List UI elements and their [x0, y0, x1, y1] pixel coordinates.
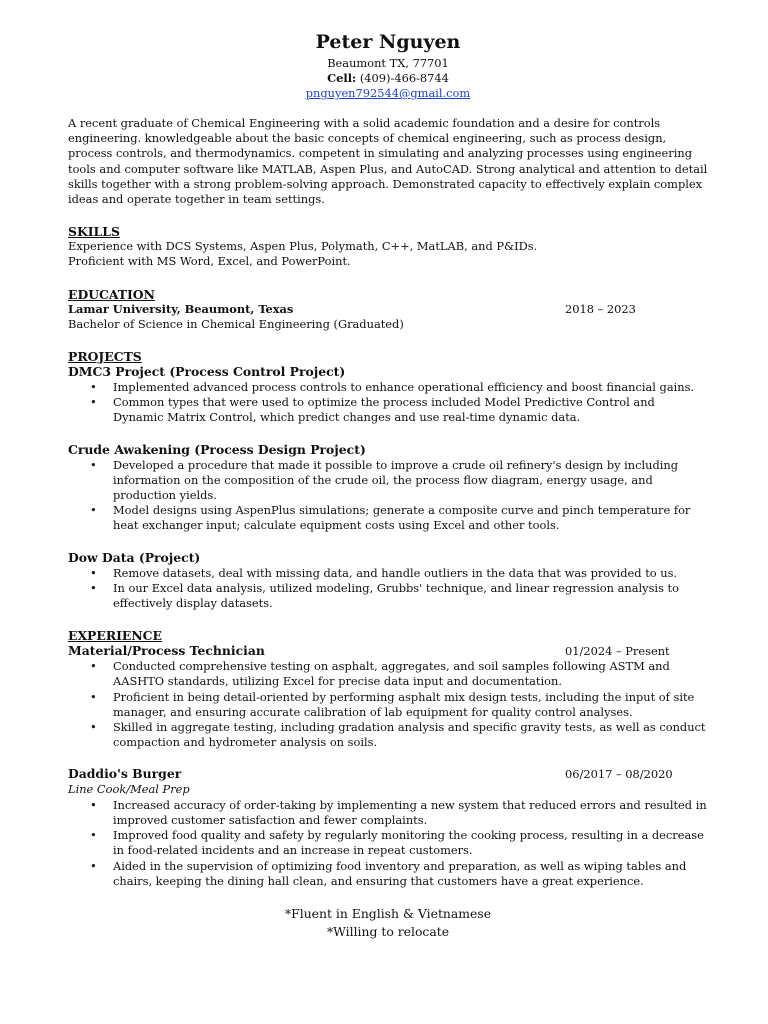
project-bullets	[68, 380, 708, 426]
resume-page	[68, 30, 708, 941]
experience-heading: EXPERIENCE	[68, 628, 162, 644]
list-item: • Improved food quality and safety by regularly monitoring the cooking process, resulting in a decrease in food-related incidents and an increase in repeat customers.	[68, 828, 708, 858]
projects-heading: PROJECTS	[68, 349, 142, 365]
education-row	[68, 302, 708, 317]
list-item: • Remove datasets, deal with missing data, and handle outliers in the data that was provided to us.	[68, 566, 708, 581]
summary-paragraph: A recent graduate of Chemical Engineering with a solid academic foundation and a desire for controls engineering. knowledgeable about the basic concepts of chemical engineering, such as process design, process controls, and thermodynamics. competent in simulating and analyzing processes using engineering tools and computer software like MATLAB, Aspen Plus, and AutoCAD. Strong analytical and attention to detail skills together with a strong problem-solving approach. Demonstrated capacity to effectively explain complex ideas and operate together in team settings.	[68, 116, 708, 207]
job-role: Line Cook/Meal Prep	[68, 782, 190, 797]
footer-language: *Fluent in English & Vietnamese	[284, 905, 492, 921]
list-item: • Model designs using AspenPlus simulations; generate a composite curve and pinch temperature for heat exchanger input; calculate equipment costs using Excel and other tools.	[68, 503, 708, 533]
education-heading: EDUCATION	[68, 286, 155, 302]
list-item: • Aided in the supervision of optimizing food inventory and preparation, as well as wiping tables and chairs, keeping the dining hall clean, and ensuring that customers have a great experience.	[68, 859, 708, 889]
project-title: Dow Data (Project)	[68, 549, 201, 565]
job-title: Material/Process Technician	[68, 643, 265, 659]
project-bullets	[68, 458, 708, 534]
job-bullets	[68, 798, 708, 889]
school-name: Lamar University, Beaumont, Texas	[68, 301, 294, 316]
education-dates: 2018 – 2023	[565, 301, 636, 316]
project-title: Crude Awakening (Process Design Project)	[68, 441, 366, 457]
phone-line	[68, 71, 708, 86]
resume-header	[68, 30, 708, 101]
job-bullets	[68, 659, 708, 750]
list-item: • Implemented advanced process controls to enhance operational efficiency and boost financial gains.	[68, 380, 708, 395]
list-item: • Common types that were used to optimize the process included Model Predictive Control and Dynamic Matrix Control, which predict changes and use real-time dynamic data.	[68, 395, 708, 425]
project-title: DMC3 Project (Process Control Project)	[68, 364, 346, 380]
cell-value: (409)-466-8744	[359, 71, 449, 85]
degree: Bachelor of Science in Chemical Engineering (Graduated)	[68, 316, 404, 331]
job-title: Daddio's Burger	[68, 766, 182, 782]
job-header	[68, 643, 708, 659]
list-item: • Skilled in aggregate testing, including gradation analysis and specific gravity tests, as well as conduct compaction and hydrometer analysis on soils.	[68, 720, 708, 750]
list-item: • Conducted comprehensive testing on asphalt, aggregates, and soil samples following ASTM and AASHTO standards, utilizing Excel for precise data input and documentation.	[68, 659, 708, 689]
footer-relocate: *Willing to relocate	[326, 923, 450, 939]
list-item: • Proficient in being detail-oriented by performing asphalt mix design tests, including the input of site manager, and ensuring accurate calibration of lab equipment for quality control analyses.	[68, 690, 708, 720]
project-bullets	[68, 566, 708, 612]
job-header	[68, 766, 708, 782]
skills-heading: SKILLS	[68, 224, 120, 240]
list-item: • Increased accuracy of order-taking by implementing a new system that reduced errors and resulted in improved customer satisfaction and fewer complaints.	[68, 798, 708, 828]
candidate-name: Peter Nguyen	[315, 31, 461, 53]
cell-label: Cell:	[327, 71, 357, 85]
location: Beaumont TX, 77701	[327, 56, 449, 70]
list-item: • Developed a procedure that made it possible to improve a crude oil refinery's design by including information on the composition of the crude oil, the process flow diagram, energy usage, and production yields.	[68, 458, 708, 504]
list-item: • In our Excel data analysis, utilized modeling, Grubbs' technique, and linear regression analysis to effectively display datasets.	[68, 581, 708, 611]
email-link[interactable]: pnguyen792544@gmail.com	[305, 86, 471, 100]
skills-line: Experience with DCS Systems, Aspen Plus, Polymath, C++, MatLAB, and P&IDs.	[68, 239, 538, 254]
skills-line: Proficient with MS Word, Excel, and PowerPoint.	[68, 254, 351, 269]
footer-notes	[68, 905, 708, 941]
job-dates: 06/2017 – 08/2020	[565, 767, 673, 782]
job-dates: 01/2024 – Present	[565, 644, 670, 659]
